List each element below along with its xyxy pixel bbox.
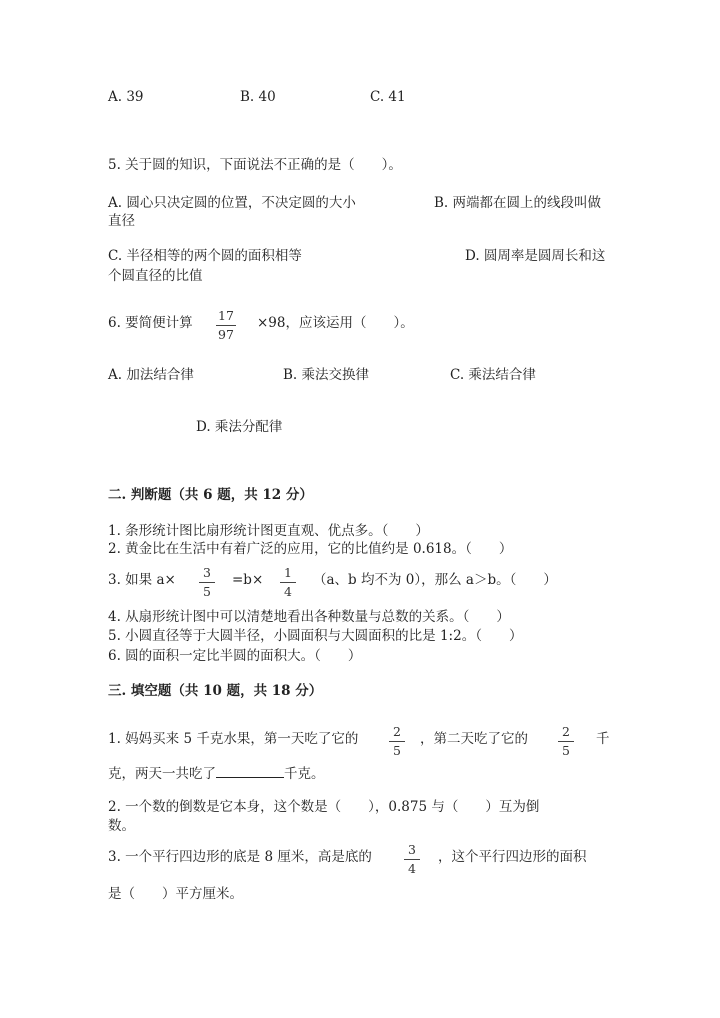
s3-q2-line1: 2. 一个数的倒数是它本身，这个数是（ ），0.875 与（ ）互为倒 bbox=[108, 799, 540, 815]
fraction-numerator: 2 bbox=[393, 724, 401, 739]
q4-option-b: B. 40 bbox=[240, 89, 276, 105]
s3-q2-line2: 数。 bbox=[108, 818, 135, 834]
fraction-denominator: 4 bbox=[284, 584, 292, 599]
s2-q2: 2. 黄金比在生活中有着广泛的应用，它的比值约是 0.618。（ ） bbox=[108, 541, 513, 557]
s2-q3-post: （a、b 均不为 0），那么 a＞b。（ ） bbox=[313, 572, 557, 588]
s3-q1-line2-post: 千克。 bbox=[284, 766, 325, 782]
s3-q1-end: 千 bbox=[596, 731, 610, 747]
fraction-bar bbox=[404, 859, 420, 860]
s2-q3-pre: 3. 如果 a× bbox=[108, 572, 176, 588]
q5-option-a-line1: A. 圆心只决定圆的位置，不决定圆的大小 bbox=[108, 195, 356, 211]
q5-option-c-line1: C. 半径相等的两个圆的面积相等 bbox=[108, 248, 302, 264]
fraction-denominator: 5 bbox=[203, 584, 211, 599]
fraction-numerator: 3 bbox=[408, 842, 416, 857]
q5-option-c-line2: 个圆直径的比值 bbox=[108, 268, 203, 284]
fraction-bar bbox=[389, 741, 405, 742]
s3-q1-fraction-2 bbox=[558, 725, 574, 758]
section2-title: 二. 判断题（共 6 题，共 12 分） bbox=[108, 487, 313, 503]
s2-q4: 4. 从扇形统计图中可以清楚地看出各种数量与总数的关系。（ ） bbox=[108, 609, 510, 625]
fraction-bar bbox=[216, 325, 236, 326]
s3-q1-mid: ，第二天吃了它的 bbox=[420, 731, 528, 747]
s3-q1-pre: 1. 妈妈买来 5 千克水果，第一天吃了它的 bbox=[108, 731, 359, 747]
fraction-numerator: 17 bbox=[218, 308, 234, 323]
answer-blank bbox=[216, 765, 284, 778]
fraction-numerator: 2 bbox=[562, 724, 570, 739]
fraction-numerator: 1 bbox=[284, 565, 292, 580]
q6-option-b: B. 乘法交换律 bbox=[283, 367, 370, 383]
fraction-denominator: 97 bbox=[218, 327, 234, 342]
s2-q1: 1. 条形统计图比扇形统计图更直观、优点多。（ ） bbox=[108, 523, 429, 539]
s3-q3-fraction bbox=[404, 843, 420, 876]
s2-q3-fraction-1 bbox=[199, 566, 215, 599]
fraction-denominator: 5 bbox=[562, 743, 570, 758]
q6-option-c: C. 乘法结合律 bbox=[450, 367, 536, 383]
s3-q1-line2 bbox=[108, 765, 325, 783]
s2-q3-mid: =b× bbox=[232, 572, 264, 588]
fraction-bar bbox=[558, 741, 574, 742]
s2-q3-fraction-2 bbox=[280, 566, 296, 599]
section3-title: 三. 填空题（共 10 题，共 18 分） bbox=[108, 683, 323, 699]
s3-q1-line2-pre: 克，两天一共吃了 bbox=[108, 766, 216, 782]
s3-q1-fraction-1 bbox=[389, 725, 405, 758]
q6-stem-post: ×98，应该运用（ ）。 bbox=[257, 315, 414, 331]
s3-q3-pre: 3. 一个平行四边形的底是 8 厘米，高是底的 bbox=[108, 849, 372, 865]
s2-q5: 5. 小圆直径等于大圆半径，小圆面积与大圆面积的比是 1:2。（ ） bbox=[108, 628, 523, 644]
q4-option-c: C. 41 bbox=[370, 89, 406, 105]
q5-option-a-line2: 直径 bbox=[108, 213, 135, 229]
fraction-bar bbox=[199, 582, 215, 583]
q6-fraction bbox=[216, 309, 236, 342]
s3-q3-post: ，这个平行四边形的面积 bbox=[438, 849, 587, 865]
q4-option-a: A. 39 bbox=[108, 89, 144, 105]
fraction-denominator: 5 bbox=[393, 743, 401, 758]
q6-stem-pre: 6. 要简便计算 bbox=[108, 315, 193, 331]
fraction-denominator: 4 bbox=[408, 861, 416, 876]
s3-q3-line2: 是（ ）平方厘米。 bbox=[108, 886, 243, 902]
fraction-bar bbox=[280, 582, 296, 583]
q5-stem: 5. 关于圆的知识，下面说法不正确的是（ ）。 bbox=[108, 157, 402, 173]
s2-q6: 6. 圆的面积一定比半圆的面积大。（ ） bbox=[108, 648, 362, 664]
fraction-numerator: 3 bbox=[203, 565, 211, 580]
q6-option-a: A. 加法结合律 bbox=[108, 367, 194, 383]
q5-option-b: B. 两端都在圆上的线段叫做 bbox=[434, 195, 602, 211]
q5-option-d: D. 圆周率是圆周长和这 bbox=[465, 248, 606, 264]
q6-option-d: D. 乘法分配律 bbox=[196, 419, 283, 435]
